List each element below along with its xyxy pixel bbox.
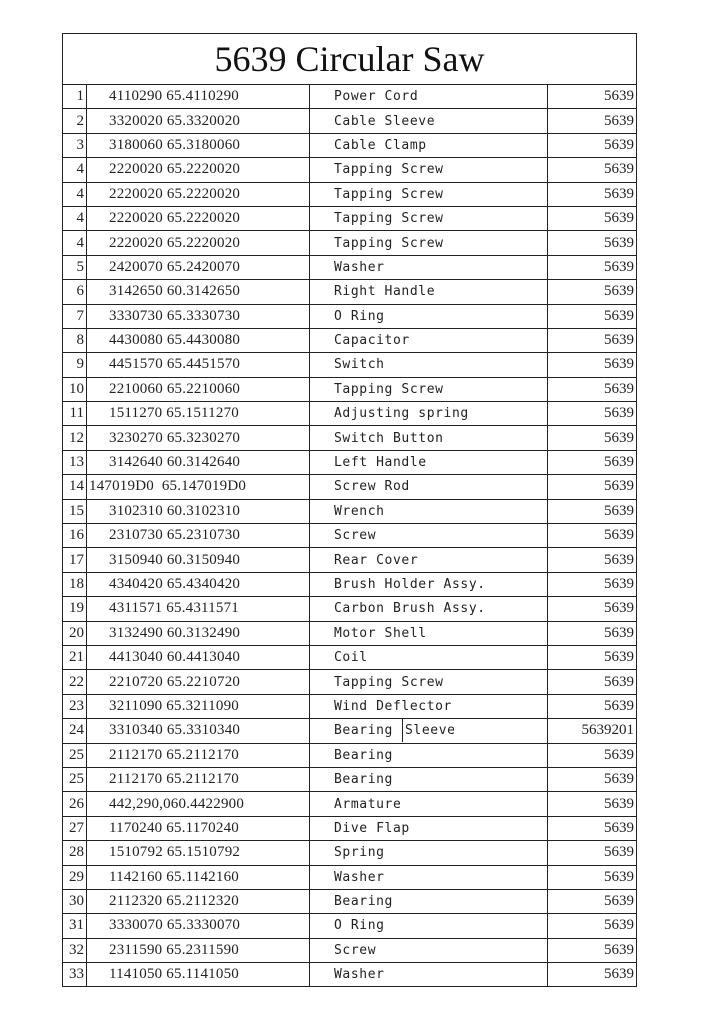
table-row	[63, 402, 637, 426]
part-name: Switch	[310, 353, 548, 377]
part-name: Screw	[310, 524, 548, 548]
model-number: 5639	[548, 621, 637, 645]
part-code: 147019D0 65.147019D0	[87, 475, 310, 499]
table-row	[63, 914, 637, 938]
part-name: Tapping Screw	[310, 377, 548, 401]
part-code: 3330070 65.3330070	[87, 914, 310, 938]
item-number: 11	[63, 402, 87, 426]
sheet-title: 5639 Circular Saw	[63, 34, 637, 85]
table-row	[63, 328, 637, 352]
table-row	[63, 816, 637, 840]
table-row	[63, 85, 637, 109]
part-name: Adjusting spring	[310, 402, 548, 426]
part-code: 3102310 60.3102310	[87, 499, 310, 523]
item-number: 12	[63, 426, 87, 450]
part-name: Bearing	[310, 743, 548, 767]
part-name: Spring	[310, 841, 548, 865]
model-number: 5639	[548, 85, 637, 109]
part-code: 4430080 65.4430080	[87, 328, 310, 352]
table-row	[63, 133, 637, 157]
title-row	[63, 34, 637, 85]
part-name: Washer	[310, 963, 548, 987]
part-code: 2310730 65.2310730	[87, 524, 310, 548]
part-code: 1511270 65.1511270	[87, 402, 310, 426]
part-name: Carbon Brush Assy.	[310, 597, 548, 621]
item-number: 3	[63, 133, 87, 157]
part-name: Washer	[310, 865, 548, 889]
item-number: 29	[63, 865, 87, 889]
item-number: 10	[63, 377, 87, 401]
model-number: 5639	[548, 231, 637, 255]
part-code: 1141050 65.1141050	[87, 963, 310, 987]
part-name: O Ring	[310, 304, 548, 328]
item-number: 25	[63, 743, 87, 767]
table-row	[63, 426, 637, 450]
item-number: 20	[63, 621, 87, 645]
table-row	[63, 670, 637, 694]
model-number: 5639	[548, 499, 637, 523]
table-row	[63, 255, 637, 279]
model-number: 5639	[548, 865, 637, 889]
part-name: Tapping Screw	[310, 182, 548, 206]
model-number: 5639	[548, 914, 637, 938]
part-name: Screw Rod	[310, 475, 548, 499]
item-number: 30	[63, 889, 87, 913]
model-number: 5639	[548, 450, 637, 474]
model-number: 5639	[548, 597, 637, 621]
item-number: 32	[63, 938, 87, 962]
part-code: 2112170 65.2112170	[87, 767, 310, 791]
item-number: 4	[63, 231, 87, 255]
model-number: 5639	[548, 889, 637, 913]
part-name: Brush Holder Assy.	[310, 572, 548, 596]
part-code: 3150940 60.3150940	[87, 548, 310, 572]
model-number: 5639	[548, 694, 637, 718]
item-number: 1	[63, 85, 87, 109]
part-name: Washer	[310, 255, 548, 279]
part-code: 3142650 60.3142650	[87, 280, 310, 304]
model-number: 5639	[548, 158, 637, 182]
part-code: 3310340 65.3310340	[87, 719, 310, 743]
part-code: 4451570 65.4451570	[87, 353, 310, 377]
model-number: 5639	[548, 109, 637, 133]
item-number: 24	[63, 719, 87, 743]
part-code: 1510792 65.1510792	[87, 841, 310, 865]
part-name: Tapping Screw	[310, 158, 548, 182]
model-number: 5639	[548, 743, 637, 767]
item-number: 6	[63, 280, 87, 304]
item-number: 25	[63, 767, 87, 791]
table-row	[63, 280, 637, 304]
part-name: Right Handle	[310, 280, 548, 304]
table-row	[63, 694, 637, 718]
part-code: 2220020 65.2220020	[87, 231, 310, 255]
part-code: 1170240 65.1170240	[87, 816, 310, 840]
item-number: 18	[63, 572, 87, 596]
model-number: 5639	[548, 402, 637, 426]
part-code: 3230270 65.3230270	[87, 426, 310, 450]
part-code: 2210060 65.2210060	[87, 377, 310, 401]
part-code: 4413040 60.4413040	[87, 645, 310, 669]
parts-table	[62, 33, 637, 987]
model-number: 5639	[548, 353, 637, 377]
table-row	[63, 182, 637, 206]
item-number: 15	[63, 499, 87, 523]
part-name: Cable Sleeve	[310, 109, 548, 133]
part-code: 2420070 65.2420070	[87, 255, 310, 279]
table-row	[63, 475, 637, 499]
table-row	[63, 767, 637, 791]
item-number: 5	[63, 255, 87, 279]
table-row	[63, 353, 637, 377]
model-number: 5639	[548, 255, 637, 279]
table-row	[63, 719, 637, 743]
model-number: 5639	[548, 280, 637, 304]
part-code: 1142160 65.1142160	[87, 865, 310, 889]
model-number: 5639	[548, 963, 637, 987]
model-number: 5639	[548, 328, 637, 352]
item-number: 19	[63, 597, 87, 621]
item-number: 4	[63, 182, 87, 206]
item-number: 26	[63, 792, 87, 816]
table-row	[63, 597, 637, 621]
item-number: 4	[63, 206, 87, 230]
table-row	[63, 548, 637, 572]
part-name: Cable Clamp	[310, 133, 548, 157]
part-code: 2210720 65.2210720	[87, 670, 310, 694]
table-row	[63, 621, 637, 645]
model-number: 5639	[548, 792, 637, 816]
part-name: Coil	[310, 645, 548, 669]
item-number: 16	[63, 524, 87, 548]
item-number: 8	[63, 328, 87, 352]
model-number: 5639	[548, 670, 637, 694]
table-row	[63, 792, 637, 816]
table-row	[63, 865, 637, 889]
part-name: Tapping Screw	[310, 231, 548, 255]
item-number: 33	[63, 963, 87, 987]
model-number: 5639	[548, 572, 637, 596]
model-number: 5639201	[548, 719, 637, 743]
part-code: 4311571 65.4311571	[87, 597, 310, 621]
part-code: 442,290,060.4422900	[87, 792, 310, 816]
part-code: 2112170 65.2112170	[87, 743, 310, 767]
part-name: Power Cord	[310, 85, 548, 109]
part-code: 3132490 60.3132490	[87, 621, 310, 645]
part-code: 2220020 65.2220020	[87, 206, 310, 230]
part-name: Left Handle	[310, 450, 548, 474]
item-number: 21	[63, 645, 87, 669]
part-code: 3320020 65.3320020	[87, 109, 310, 133]
table-row	[63, 206, 637, 230]
part-name-primary: Bearing	[334, 723, 393, 739]
part-name: Wind Deflector	[310, 694, 548, 718]
model-number: 5639	[548, 206, 637, 230]
part-name: Switch Button	[310, 426, 548, 450]
part-name	[310, 719, 548, 743]
item-number: 14	[63, 475, 87, 499]
part-code: 3330730 65.3330730	[87, 304, 310, 328]
part-name: Wrench	[310, 499, 548, 523]
model-number: 5639	[548, 377, 637, 401]
table-row	[63, 450, 637, 474]
table-row	[63, 158, 637, 182]
model-number: 5639	[548, 304, 637, 328]
item-number: 31	[63, 914, 87, 938]
table-row	[63, 963, 637, 987]
part-name: Screw	[310, 938, 548, 962]
item-number: 7	[63, 304, 87, 328]
table-row	[63, 572, 637, 596]
model-number: 5639	[548, 133, 637, 157]
model-number: 5639	[548, 645, 637, 669]
item-number: 27	[63, 816, 87, 840]
part-code: 3180060 65.3180060	[87, 133, 310, 157]
table-row	[63, 889, 637, 913]
part-code: 3211090 65.3211090	[87, 694, 310, 718]
part-name: Capacitor	[310, 328, 548, 352]
model-number: 5639	[548, 548, 637, 572]
item-number: 13	[63, 450, 87, 474]
part-code: 4340420 65.4340420	[87, 572, 310, 596]
model-number: 5639	[548, 816, 637, 840]
table-row	[63, 743, 637, 767]
item-number: 17	[63, 548, 87, 572]
model-number: 5639	[548, 524, 637, 548]
item-number: 4	[63, 158, 87, 182]
table-row	[63, 109, 637, 133]
part-code: 2220020 65.2220020	[87, 158, 310, 182]
part-name: Motor Shell	[310, 621, 548, 645]
part-name: Tapping Screw	[310, 670, 548, 694]
model-number: 5639	[548, 182, 637, 206]
model-number: 5639	[548, 938, 637, 962]
part-name: Dive Flap	[310, 816, 548, 840]
table-row	[63, 841, 637, 865]
table-row	[63, 231, 637, 255]
table-row	[63, 938, 637, 962]
part-name: Bearing	[310, 767, 548, 791]
part-code: 2311590 65.2311590	[87, 938, 310, 962]
model-number: 5639	[548, 475, 637, 499]
item-number: 9	[63, 353, 87, 377]
model-number: 5639	[548, 841, 637, 865]
part-name: Tapping Screw	[310, 206, 548, 230]
item-number: 28	[63, 841, 87, 865]
table-row	[63, 377, 637, 401]
part-code: 2112320 65.2112320	[87, 889, 310, 913]
part-name: O Ring	[310, 914, 548, 938]
table-row	[63, 524, 637, 548]
item-number: 23	[63, 694, 87, 718]
part-name: Armature	[310, 792, 548, 816]
table-row	[63, 645, 637, 669]
part-code: 3142640 60.3142640	[87, 450, 310, 474]
item-number: 2	[63, 109, 87, 133]
part-name: Bearing	[310, 889, 548, 913]
table-row	[63, 499, 637, 523]
part-code: 4110290 65.4110290	[87, 85, 310, 109]
item-number: 22	[63, 670, 87, 694]
table-row	[63, 304, 637, 328]
model-number: 5639	[548, 426, 637, 450]
part-name: Rear Cover	[310, 548, 548, 572]
part-name-secondary: Sleeve	[402, 719, 547, 742]
part-code: 2220020 65.2220020	[87, 182, 310, 206]
model-number: 5639	[548, 767, 637, 791]
